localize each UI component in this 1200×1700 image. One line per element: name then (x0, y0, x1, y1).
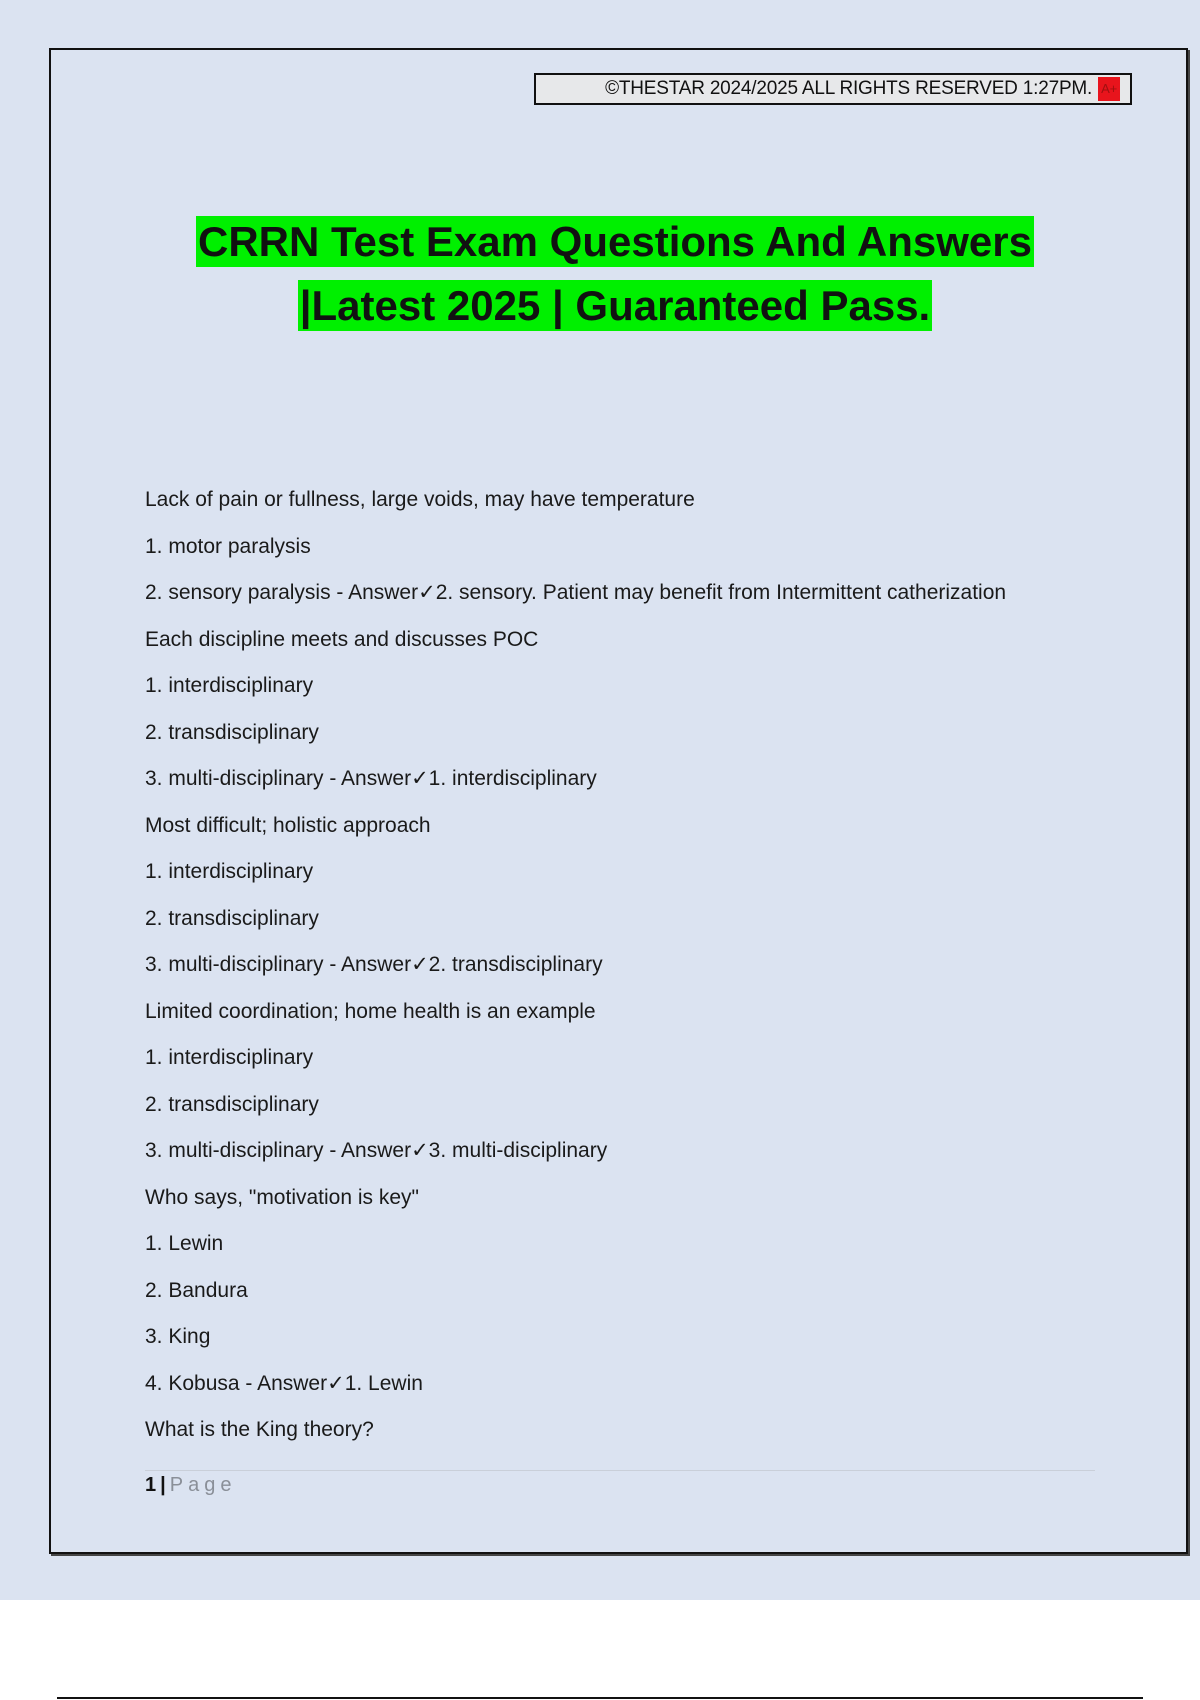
content-line: Each discipline meets and discusses POC (145, 627, 539, 651)
content-line: 3. multi-disciplinary - Answer✓2. transdisciplinary (145, 953, 603, 976)
content-line: 1. interdisciplinary (145, 674, 314, 697)
document-title (60, 210, 1170, 338)
bottom-divider (57, 1697, 1143, 1699)
title-line-1: CRRN Test Exam Questions And Answers (198, 218, 1032, 265)
title-line-2: |Latest 2025 | Guaranteed Pass. (299, 282, 931, 329)
content-line: 2. transdisciplinary (145, 906, 319, 930)
content-line: 2. sensory paralysis - Answer✓2. sensory. Patient may benefit from Intermittent catherization (145, 581, 1007, 604)
content-line: 2. Bandura (145, 1278, 248, 1302)
footer-divider (145, 1470, 1095, 1471)
content-line: 3. multi-disciplinary - Answer✓1. interdisciplinary (145, 767, 597, 790)
content-line: Most difficult; holistic approach (145, 813, 431, 837)
page-label: Page (169, 1474, 237, 1496)
content-line: 4. Kobusa - Answer✓1. Lewin (145, 1371, 423, 1395)
copyright-text: ©THESTAR 2024/2025 ALL RIGHTS RESERVED 1:27PM. (605, 78, 1093, 99)
grade-badge: A+ (1098, 77, 1120, 101)
page-number: 1 (145, 1474, 157, 1496)
content-line: 2. transdisciplinary (145, 720, 319, 744)
page-footer (145, 1474, 236, 1497)
content-line: 3. multi-disciplinary - Answer✓3. multi-disciplinary (145, 1139, 608, 1162)
content-line: Lack of pain or fullness, large voids, may have temperature (145, 488, 695, 511)
content-line: 3. King (145, 1325, 211, 1348)
footer-separator: | (160, 1474, 166, 1496)
content-line: 1. interdisciplinary (145, 1046, 314, 1069)
content-line: 1. motor paralysis (145, 534, 311, 558)
content-line: 1. Lewin (145, 1232, 224, 1255)
question-content (145, 484, 1145, 1461)
content-line: 2. transdisciplinary (145, 1092, 319, 1116)
content-line: Limited coordination; home health is an example (145, 999, 596, 1023)
content-line: What is the King theory? (145, 1418, 374, 1441)
content-line: 1. interdisciplinary (145, 860, 314, 883)
copyright-header (534, 73, 1132, 105)
content-line: Who says, "motivation is key" (145, 1185, 419, 1209)
